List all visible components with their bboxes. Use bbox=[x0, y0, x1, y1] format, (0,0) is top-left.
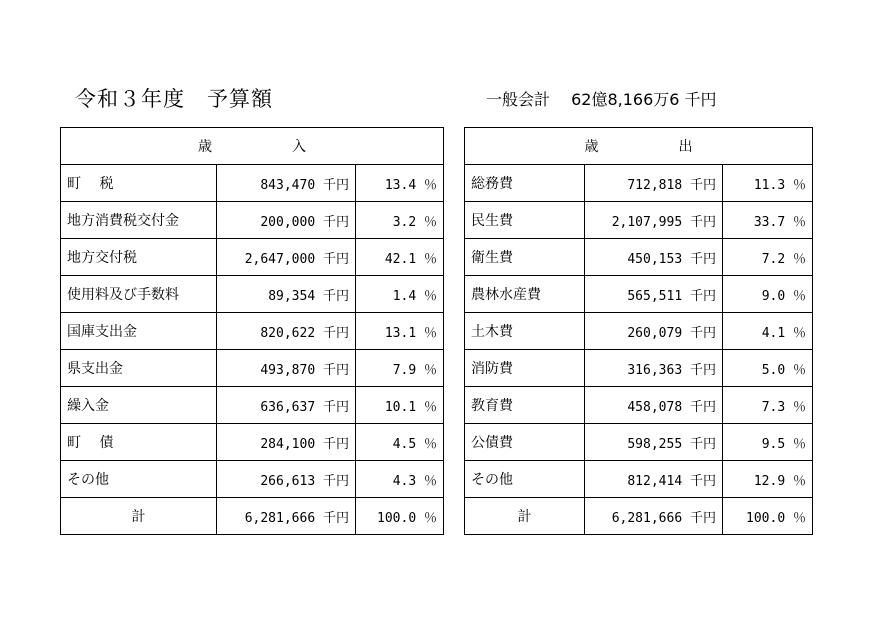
percent-sign: ％ bbox=[793, 288, 807, 304]
expenditure-item-amount bbox=[585, 239, 723, 276]
expenditure-item-name: 教育費 bbox=[465, 387, 585, 424]
expenditure-item-name: 公債費 bbox=[465, 424, 585, 461]
percent-sign: ％ bbox=[424, 251, 438, 267]
revenue-item-percentage bbox=[356, 239, 444, 276]
percent-sign: ％ bbox=[793, 251, 807, 267]
percentage-value: 7.3 bbox=[761, 399, 786, 415]
percent-sign: ％ bbox=[424, 436, 438, 452]
expenditure-row bbox=[465, 165, 813, 202]
percentage-value: 100.0 bbox=[377, 510, 417, 526]
expenditure-item-name: 土木費 bbox=[465, 313, 585, 350]
expenditure-item-amount bbox=[585, 461, 723, 498]
percent-sign: ％ bbox=[793, 325, 807, 341]
expenditure-header-row bbox=[465, 128, 813, 165]
revenue-item-name: 地方交付税 bbox=[61, 239, 217, 276]
revenue-item-percentage bbox=[356, 424, 444, 461]
revenue-item-percentage bbox=[356, 202, 444, 239]
revenue-item-percentage bbox=[356, 165, 444, 202]
revenue-table bbox=[60, 127, 444, 535]
amount-value: 450,153 bbox=[627, 251, 683, 267]
revenue-row bbox=[61, 461, 444, 498]
amount-unit: 千円 bbox=[322, 399, 349, 415]
revenue-item-name: 地方消費税交付金 bbox=[61, 202, 217, 239]
expenditure-item-percentage bbox=[723, 461, 813, 498]
amount-value: 266,613 bbox=[260, 473, 316, 489]
expenditure-item-amount bbox=[585, 350, 723, 387]
percent-sign: ％ bbox=[424, 473, 438, 489]
expenditure-row bbox=[465, 276, 813, 313]
percentage-value: 13.1 bbox=[384, 325, 417, 341]
expenditure-item-name: 計 bbox=[465, 498, 585, 535]
general-account-summary: 一般会計 62億8,166万6 千円 bbox=[486, 90, 717, 109]
expenditure-item-percentage bbox=[723, 239, 813, 276]
amount-unit: 千円 bbox=[689, 177, 716, 193]
revenue-item-amount bbox=[217, 276, 356, 313]
expenditure-item-amount bbox=[585, 202, 723, 239]
amount-value: 284,100 bbox=[260, 436, 316, 452]
amount-unit: 千円 bbox=[689, 362, 716, 378]
amount-value: 812,414 bbox=[627, 473, 683, 489]
expenditure-row bbox=[465, 350, 813, 387]
amount-unit: 千円 bbox=[322, 362, 349, 378]
revenue-item-amount bbox=[217, 165, 356, 202]
revenue-item-name: 使用料及び手数料 bbox=[61, 276, 217, 313]
amount-value: 712,818 bbox=[627, 177, 683, 193]
revenue-item-name: 町 税 bbox=[61, 165, 217, 202]
revenue-item-amount bbox=[217, 313, 356, 350]
percent-sign: ％ bbox=[424, 177, 438, 193]
revenue-item-percentage bbox=[356, 387, 444, 424]
percentage-value: 4.3 bbox=[392, 473, 417, 489]
amount-value: 2,647,000 bbox=[244, 251, 316, 267]
page-title: 令和３年度 予算額 bbox=[75, 87, 273, 111]
amount-unit: 千円 bbox=[689, 436, 716, 452]
expenditure-item-percentage bbox=[723, 498, 813, 535]
amount-unit: 千円 bbox=[322, 436, 349, 452]
expenditure-item-name: 民生費 bbox=[465, 202, 585, 239]
amount-unit: 千円 bbox=[689, 251, 716, 267]
percentage-value: 4.5 bbox=[392, 436, 417, 452]
expenditure-item-name: 農林水産費 bbox=[465, 276, 585, 313]
revenue-item-percentage bbox=[356, 276, 444, 313]
percent-sign: ％ bbox=[424, 399, 438, 415]
amount-unit: 千円 bbox=[322, 177, 349, 193]
expenditure-item-amount bbox=[585, 165, 723, 202]
expenditure-item-percentage bbox=[723, 276, 813, 313]
revenue-item-amount bbox=[217, 424, 356, 461]
revenue-row bbox=[61, 202, 444, 239]
percentage-value: 10.1 bbox=[384, 399, 417, 415]
expenditure-item-amount bbox=[585, 313, 723, 350]
revenue-item-name: 計 bbox=[61, 498, 217, 535]
expenditure-item-name: 衛生費 bbox=[465, 239, 585, 276]
percentage-value: 42.1 bbox=[384, 251, 417, 267]
amount-value: 493,870 bbox=[260, 362, 316, 378]
amount-value: 458,078 bbox=[627, 399, 683, 415]
amount-unit: 千円 bbox=[322, 214, 349, 230]
percent-sign: ％ bbox=[793, 362, 807, 378]
expenditure-row bbox=[465, 202, 813, 239]
revenue-row bbox=[61, 276, 444, 313]
percentage-value: 5.0 bbox=[761, 362, 786, 378]
percentage-value: 33.7 bbox=[753, 214, 786, 230]
revenue-item-name: 国庫支出金 bbox=[61, 313, 217, 350]
expenditure-header-left: 歳 bbox=[584, 139, 599, 155]
expenditure-row bbox=[465, 424, 813, 461]
revenue-row bbox=[61, 424, 444, 461]
expenditure-row bbox=[465, 461, 813, 498]
amount-unit: 千円 bbox=[689, 288, 716, 304]
amount-unit: 千円 bbox=[322, 510, 349, 526]
revenue-item-amount bbox=[217, 202, 356, 239]
expenditure-item-percentage bbox=[723, 387, 813, 424]
expenditure-table bbox=[464, 127, 813, 535]
amount-unit: 千円 bbox=[689, 510, 716, 526]
revenue-item-name: 繰入金 bbox=[61, 387, 217, 424]
percentage-value: 100.0 bbox=[746, 510, 786, 526]
expenditure-item-amount bbox=[585, 387, 723, 424]
expenditure-row bbox=[465, 313, 813, 350]
revenue-row bbox=[61, 387, 444, 424]
expenditure-item-percentage bbox=[723, 313, 813, 350]
expenditure-row bbox=[465, 239, 813, 276]
expenditure-header-right: 出 bbox=[678, 139, 693, 155]
revenue-header bbox=[61, 128, 444, 165]
percentage-value: 12.9 bbox=[753, 473, 786, 489]
percent-sign: ％ bbox=[793, 473, 807, 489]
percent-sign: ％ bbox=[424, 510, 438, 526]
amount-unit: 千円 bbox=[322, 325, 349, 341]
revenue-item-percentage bbox=[356, 350, 444, 387]
revenue-row bbox=[61, 239, 444, 276]
percent-sign: ％ bbox=[793, 399, 807, 415]
revenue-item-amount bbox=[217, 350, 356, 387]
revenue-header-left: 歳 bbox=[198, 139, 212, 155]
revenue-item-name: その他 bbox=[61, 461, 217, 498]
revenue-item-amount bbox=[217, 461, 356, 498]
amount-value: 598,255 bbox=[627, 436, 683, 452]
expenditure-item-name: 総務費 bbox=[465, 165, 585, 202]
amount-value: 316,363 bbox=[627, 362, 683, 378]
amount-value: 843,470 bbox=[260, 177, 316, 193]
expenditure-item-amount bbox=[585, 424, 723, 461]
percent-sign: ％ bbox=[793, 214, 807, 230]
amount-value: 820,622 bbox=[260, 325, 316, 341]
percentage-value: 11.3 bbox=[753, 177, 786, 193]
expenditure-total-row bbox=[465, 498, 813, 535]
expenditure-item-name: 消防費 bbox=[465, 350, 585, 387]
amount-unit: 千円 bbox=[689, 473, 716, 489]
amount-unit: 千円 bbox=[322, 288, 349, 304]
amount-unit: 千円 bbox=[689, 214, 716, 230]
expenditure-item-percentage bbox=[723, 165, 813, 202]
percent-sign: ％ bbox=[424, 288, 438, 304]
amount-value: 565,511 bbox=[627, 288, 683, 304]
revenue-item-amount bbox=[217, 498, 356, 535]
revenue-item-percentage bbox=[356, 313, 444, 350]
amount-value: 2,107,995 bbox=[611, 214, 683, 230]
amount-value: 260,079 bbox=[627, 325, 683, 341]
percentage-value: 3.2 bbox=[392, 214, 417, 230]
percentage-value: 1.4 bbox=[392, 288, 417, 304]
revenue-item-amount bbox=[217, 239, 356, 276]
amount-unit: 千円 bbox=[322, 473, 349, 489]
percent-sign: ％ bbox=[793, 436, 807, 452]
expenditure-header bbox=[465, 128, 813, 165]
expenditure-row bbox=[465, 387, 813, 424]
expenditure-item-percentage bbox=[723, 424, 813, 461]
percentage-value: 4.1 bbox=[761, 325, 786, 341]
amount-value: 89,354 bbox=[268, 288, 316, 304]
amount-value: 200,000 bbox=[260, 214, 316, 230]
revenue-item-name: 県支出金 bbox=[61, 350, 217, 387]
expenditure-item-percentage bbox=[723, 350, 813, 387]
revenue-row bbox=[61, 165, 444, 202]
percent-sign: ％ bbox=[424, 362, 438, 378]
revenue-item-name: 町 債 bbox=[61, 424, 217, 461]
expenditure-item-percentage bbox=[723, 202, 813, 239]
expenditure-item-amount bbox=[585, 276, 723, 313]
percent-sign: ％ bbox=[424, 325, 438, 341]
revenue-row bbox=[61, 313, 444, 350]
amount-unit: 千円 bbox=[689, 399, 716, 415]
percentage-value: 7.9 bbox=[392, 362, 417, 378]
percent-sign: ％ bbox=[424, 214, 438, 230]
amount-value: 6,281,666 bbox=[244, 510, 316, 526]
expenditure-item-name: その他 bbox=[465, 461, 585, 498]
revenue-total-row bbox=[61, 498, 444, 535]
percentage-value: 9.0 bbox=[761, 288, 786, 304]
percent-sign: ％ bbox=[793, 510, 807, 526]
revenue-header-row bbox=[61, 128, 444, 165]
expenditure-item-amount bbox=[585, 498, 723, 535]
percentage-value: 13.4 bbox=[384, 177, 417, 193]
percent-sign: ％ bbox=[793, 177, 807, 193]
revenue-item-amount bbox=[217, 387, 356, 424]
amount-unit: 千円 bbox=[322, 251, 349, 267]
revenue-row bbox=[61, 350, 444, 387]
revenue-header-right: 入 bbox=[292, 139, 306, 155]
amount-unit: 千円 bbox=[689, 325, 716, 341]
amount-value: 6,281,666 bbox=[611, 510, 683, 526]
percentage-value: 9.5 bbox=[761, 436, 786, 452]
percentage-value: 7.2 bbox=[761, 251, 786, 267]
amount-value: 636,637 bbox=[260, 399, 316, 415]
revenue-item-percentage bbox=[356, 498, 444, 535]
revenue-item-percentage bbox=[356, 461, 444, 498]
